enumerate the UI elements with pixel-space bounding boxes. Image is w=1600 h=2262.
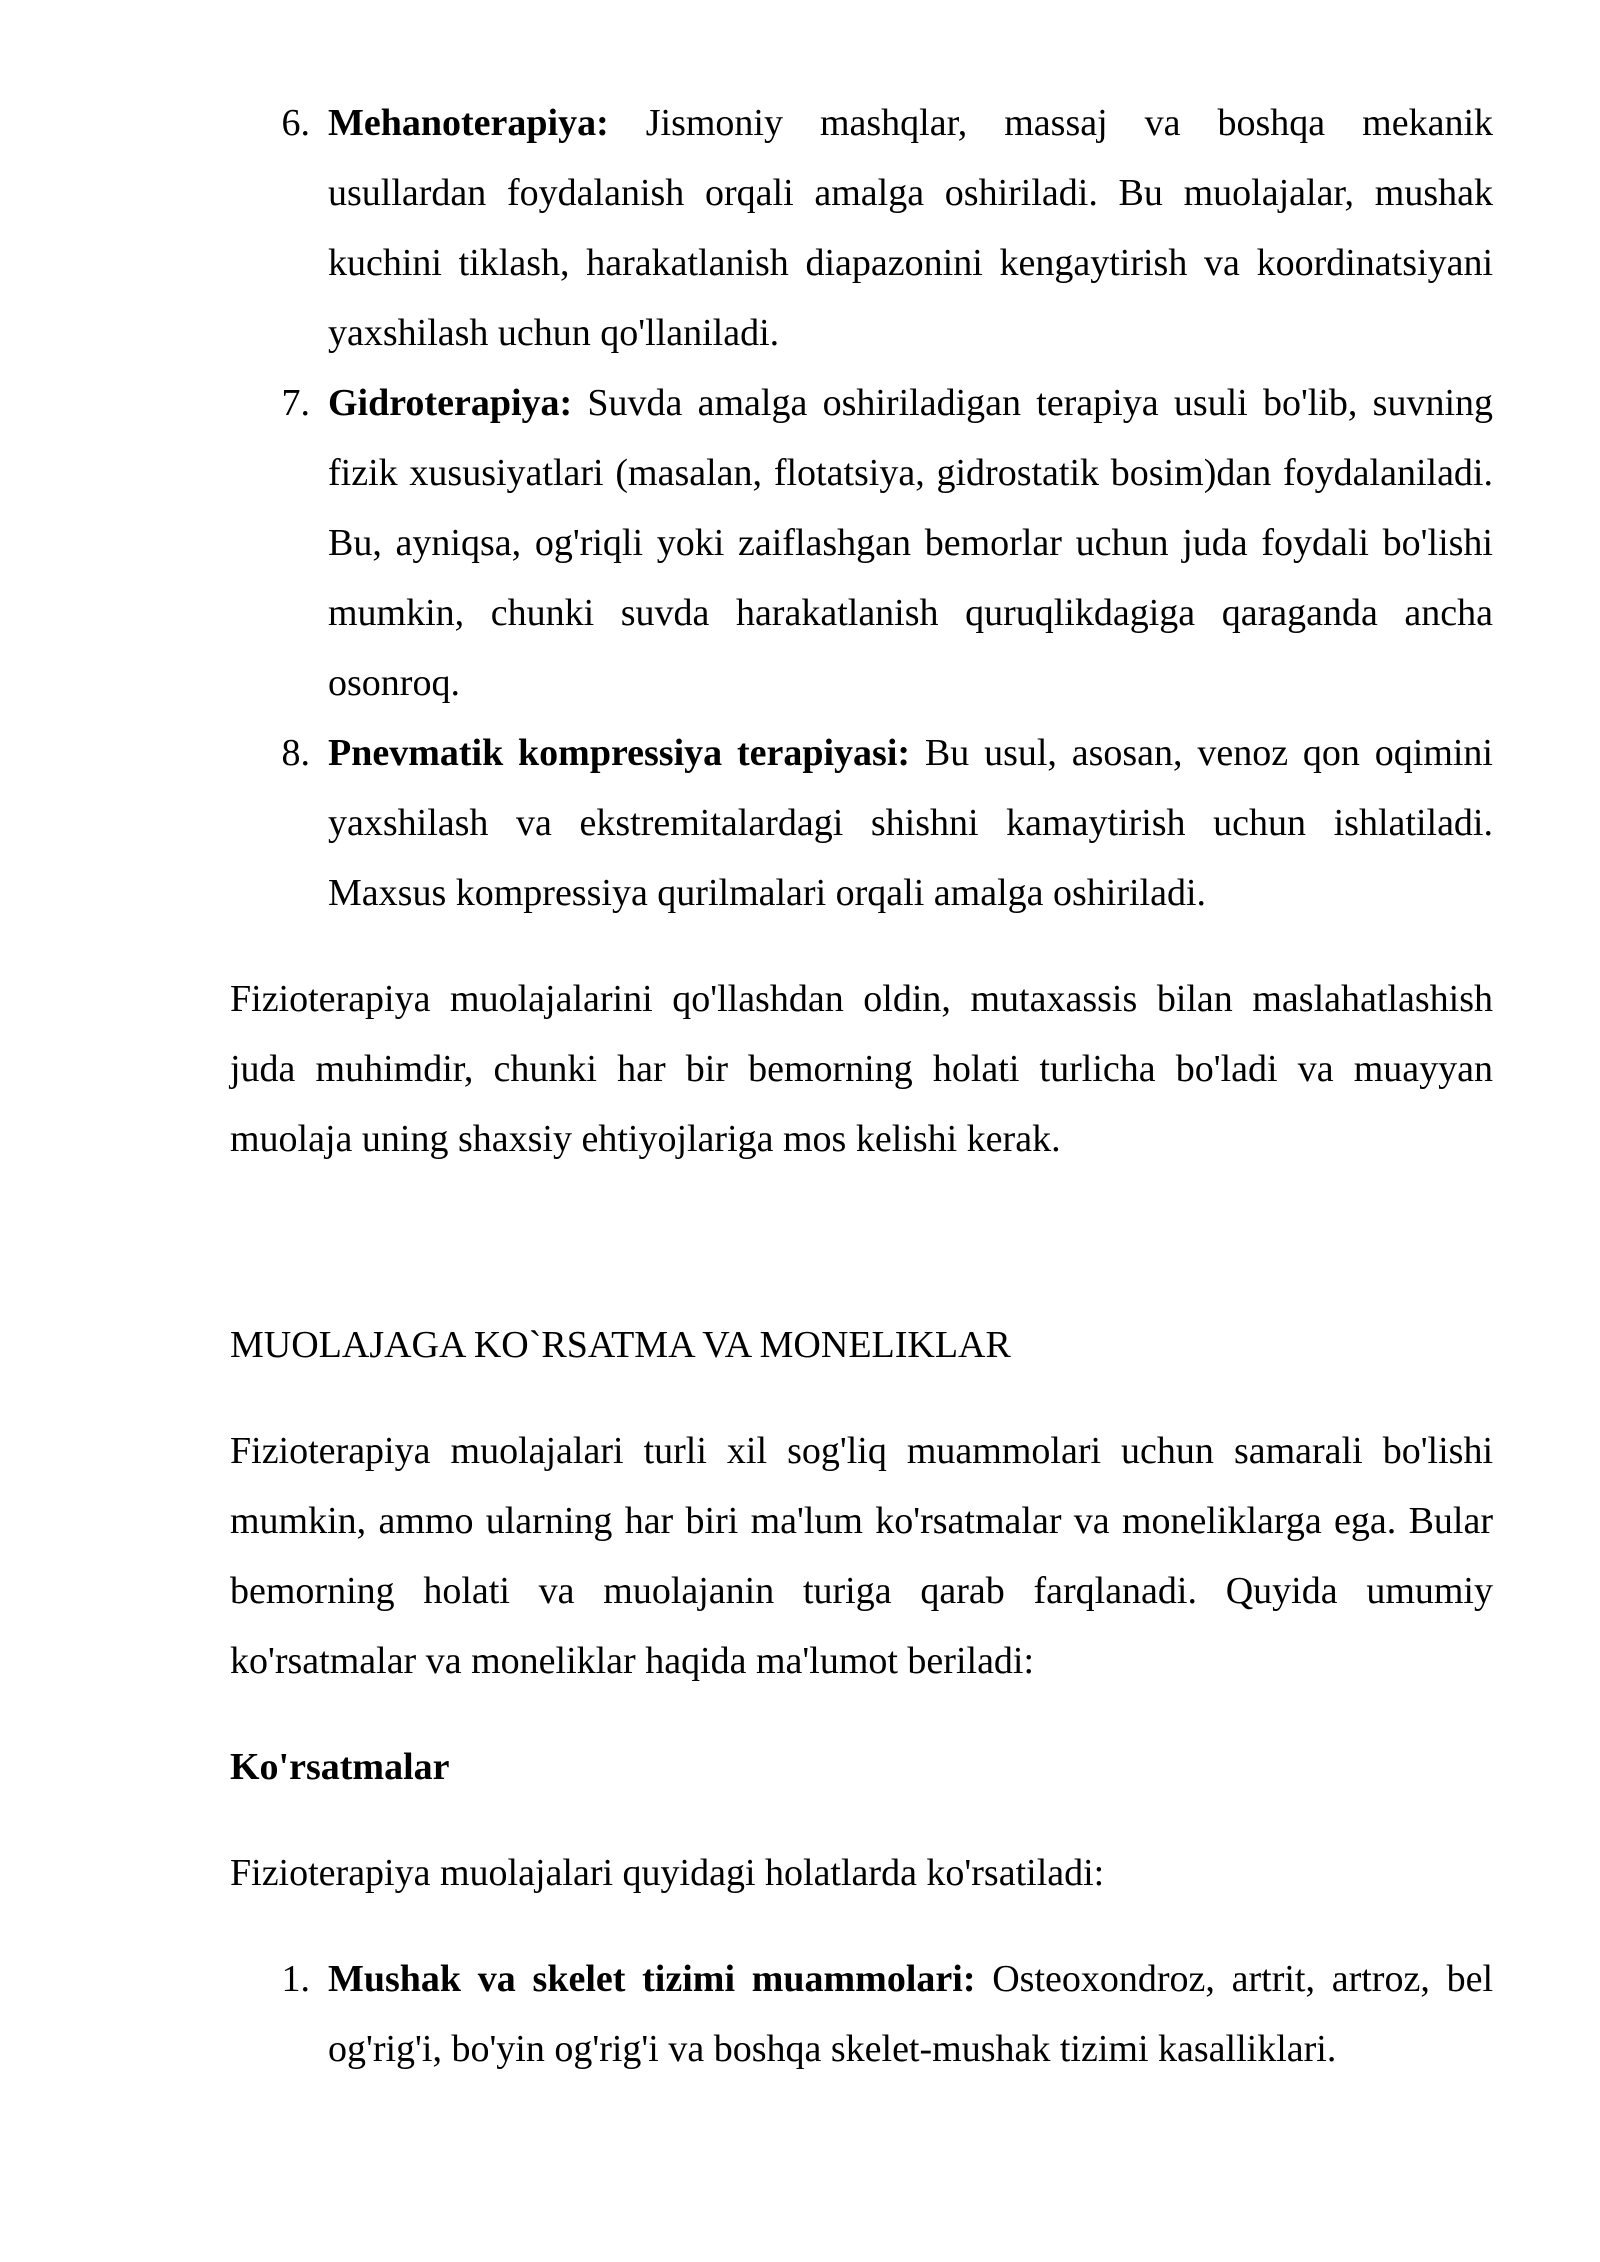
spacer (230, 1174, 1493, 1310)
therapy-methods-list (230, 88, 1493, 928)
list-item-term: Mehanoterapiya: (328, 102, 609, 144)
section-heading: MUOLAJAGA KO`RSATMA VA MONELIKLAR (230, 1324, 1011, 1366)
indications-subheading: Ko'rsatmalar (230, 1746, 450, 1788)
list-item-number: 6. (281, 102, 310, 144)
spacer (230, 1380, 1493, 1416)
spacer (230, 928, 1493, 964)
list-item-text: Suvda amalga oshiriladigan terapiya usuli bo'lib, suvning fizik xususiyatlari (masalan, flotatsiya, gidrostatik bosim)dan foydalaniladi. Bu, ayniqsa, og'riqli yoki zaiflashgan bemorlar uchun juda foydali bo'lishi mumkin, chunki suvda harakatlanish quruqlikdagiga qaraganda ancha osonroq. (328, 382, 1493, 704)
consultation-paragraph: Fizioterapiya muolajalarini qo'llashdan oldin, mutaxassis bilan maslahatlashish juda muhimdir, chunki har bir bemorning holati turlicha bo'ladi va muayyan muolaja uning shaxsiy ehtiyojlariga mos kelishi kerak. (230, 978, 1493, 1160)
list-item-term: Gidroterapiya: (328, 382, 573, 424)
intro-paragraph: Fizioterapiya muolajalari turli xil sog'liq muammolari uchun samarali bo'lishi mumkin, ammo ularning har biri ma'lum ko'rsatmalar va moneliklarga ega. Bular bemorning holati va muolajanin turiga qarab farqlanadi. Quyida umumiy ko'rsatmalar va moneliklar haqida ma'lumot beriladi: (230, 1430, 1493, 1682)
list-item-number: 7. (281, 382, 310, 424)
list-item-text: Osteoxondroz, artrit, artroz, bel og'rig'i, bo'yin og'rig'i va boshqa skelet-mushak tizimi kasalliklari. (328, 1958, 1493, 2070)
list-item-text: Jismoniy mashqlar, massaj va boshqa mekanik usullardan foydalanish orqali amalga oshiriladi. Bu muolajalar, mushak kuchini tiklash, harakatlanish diapazonini kengaytirish va koordinatsiyani yaxshilash uchun qo'llaniladi. (328, 102, 1493, 354)
spacer (230, 1696, 1493, 1732)
spacer (230, 1802, 1493, 1838)
list-item (230, 368, 1493, 718)
list-item-term: Mushak va skelet tizimi muammolari: (328, 1958, 976, 2000)
list-item-text: Bu usul, asosan, venoz qon oqimini yaxshilash va ekstremitalardagi shishni kamaytirish uchun ishlatiladi. Maxsus kompressiya qurilmalari orqali amalga oshiriladi. (328, 732, 1493, 914)
list-item (230, 88, 1493, 368)
indications-list (230, 1944, 1493, 2084)
page-content (230, 88, 1493, 2084)
indications-paragraph: Fizioterapiya muolajalari quyidagi holatlarda ko'rsatiladi: (230, 1852, 1105, 1894)
list-item-term: Pnevmatik kompressiya terapiyasi: (328, 732, 911, 774)
list-item (230, 718, 1493, 928)
list-item (230, 1944, 1493, 2084)
spacer (230, 1908, 1493, 1944)
list-item-number: 8. (281, 732, 310, 774)
list-item-number: 1. (281, 1958, 310, 2000)
